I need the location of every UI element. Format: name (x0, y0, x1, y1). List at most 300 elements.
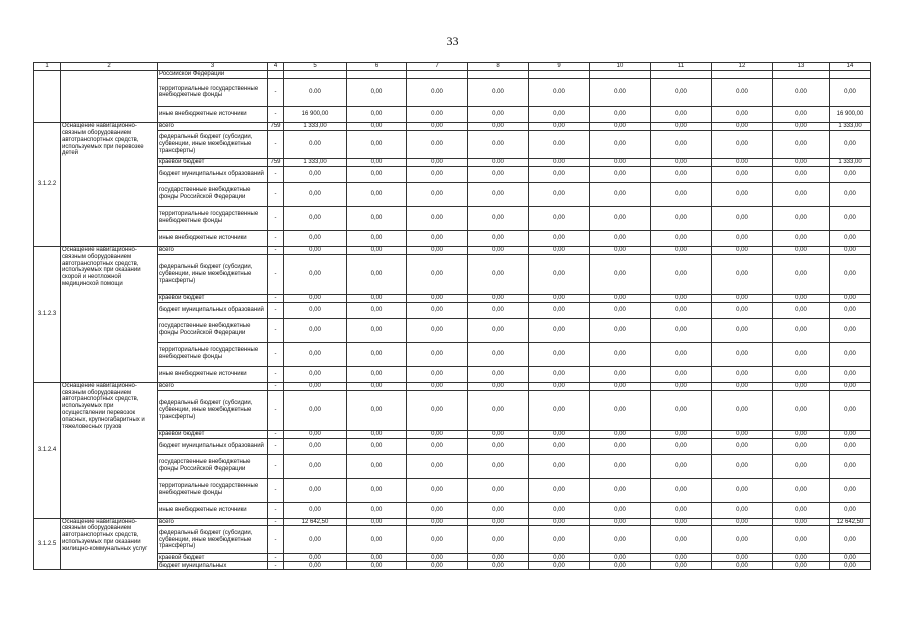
value-cell: 0,00 (347, 106, 407, 122)
value-cell: - (268, 78, 284, 106)
value-cell: 0,00 (651, 294, 712, 302)
value-cell: 0,00 (712, 478, 773, 502)
value-cell: 0,00 (712, 430, 773, 438)
value-cell: - (268, 526, 284, 554)
value-cell: 0,00 (830, 182, 871, 206)
value-cell: 0,00 (773, 158, 830, 166)
value-cell: 0,00 (529, 106, 590, 122)
value-cell: 0,00 (651, 478, 712, 502)
table-row (34, 438, 871, 454)
value-cell: 0,00 (590, 382, 651, 390)
value-cell: 0.00 (529, 158, 590, 166)
value-cell: 0,00 (284, 254, 347, 294)
value-cell: 0,00 (590, 454, 651, 478)
value-cell: 0,00 (773, 130, 830, 158)
value-cell: 0,00 (529, 478, 590, 502)
value-cell: 0,00 (468, 518, 529, 526)
value-cell: 0,00 (347, 526, 407, 554)
value-cell: 0,00 (529, 454, 590, 478)
section-number: 3.1.2.4 (34, 382, 61, 518)
table-row (34, 230, 871, 246)
value-cell: 0,00 (830, 390, 871, 430)
page-number: 33 (446, 34, 459, 48)
value-cell: 0,00 (529, 122, 590, 130)
value-cell: 0,00 (529, 230, 590, 246)
value-cell: 0,00 (773, 454, 830, 478)
value-cell: 0,00 (712, 390, 773, 430)
value-cell: 0,00 (347, 254, 407, 294)
table-row (34, 526, 871, 554)
value-cell: 0,00 (284, 526, 347, 554)
value-cell: 0.00 (590, 78, 651, 106)
value-cell: 0,00 (347, 390, 407, 430)
value-cell: 0,00 (407, 430, 468, 438)
value-cell: 0,00 (347, 518, 407, 526)
value-cell: 0,00 (468, 302, 529, 318)
value-cell: - (268, 182, 284, 206)
value-cell: 0,00 (284, 166, 347, 182)
value-cell: 0,00 (407, 502, 468, 518)
value-cell: 0,00 (347, 158, 407, 166)
table-row (34, 246, 871, 254)
value-cell: 0,00 (407, 158, 468, 166)
value-cell: 0,00 (529, 502, 590, 518)
measure-description: Оснащение навигационно-связным оборудованием автотранспортных средств, используемых при оказании скорой и неотложной медицинской помощи (61, 246, 158, 382)
value-cell: - (268, 106, 284, 122)
value-cell: 0,00 (651, 390, 712, 430)
value-cell: 0,00 (284, 554, 347, 562)
source-label: государственные внебюджетные фонды Российской Федерации (158, 454, 268, 478)
table-row (34, 502, 871, 518)
table-row (34, 382, 871, 390)
value-cell: 0,00 (712, 254, 773, 294)
value-cell: 0,00 (407, 294, 468, 302)
value-cell: 0,00 (347, 78, 407, 106)
value-cell: 0,00 (773, 518, 830, 526)
value-cell: 0,00 (468, 230, 529, 246)
source-label: иные внебюджетные источники (158, 502, 268, 518)
value-cell: 0,00 (651, 182, 712, 206)
table-row (34, 478, 871, 502)
value-cell: 0,00 (773, 438, 830, 454)
value-cell: 0.00 (468, 130, 529, 158)
source-label: бюджет муниципальных (158, 562, 268, 570)
value-cell: 0,00 (284, 318, 347, 342)
value-cell: 0,00 (529, 430, 590, 438)
source-label: федеральный бюджет (субсидии, субвенции, иные межбюджетные трансферты) (158, 526, 268, 554)
value-cell: 0,00 (830, 454, 871, 478)
value-cell: 0,00 (651, 158, 712, 166)
value-cell (407, 71, 468, 79)
section-number: 3.1.2.3 (34, 246, 61, 382)
value-cell: 0,00 (347, 430, 407, 438)
value-cell (347, 71, 407, 79)
value-cell: 0,00 (407, 366, 468, 382)
value-cell: 0,00 (712, 318, 773, 342)
value-cell: 0,00 (529, 342, 590, 366)
value-cell: 0,00 (712, 122, 773, 130)
value-cell: 0,00 (712, 518, 773, 526)
value-cell: 0,00 (590, 502, 651, 518)
value-cell: 0,00 (468, 254, 529, 294)
column-number-cell: 14 (830, 63, 871, 71)
value-cell: 0,00 (284, 246, 347, 254)
value-cell: 0,00 (773, 246, 830, 254)
column-number-cell: 11 (651, 63, 712, 71)
source-label: территориальные государственные внебюджетные фонды (158, 206, 268, 230)
source-label: краевой бюджет (158, 294, 268, 302)
value-cell: 0,00 (773, 430, 830, 438)
value-cell: 0,00 (407, 166, 468, 182)
value-cell: 0,00 (830, 294, 871, 302)
value-cell: 0,00 (407, 230, 468, 246)
table-row (34, 158, 871, 166)
value-cell: 0,00 (590, 302, 651, 318)
source-label: всего (158, 518, 268, 526)
table-row (34, 106, 871, 122)
value-cell: 0.00 (590, 158, 651, 166)
value-cell: 0,00 (407, 254, 468, 294)
value-cell: 0,00 (284, 430, 347, 438)
value-cell: - (268, 562, 284, 570)
value-cell: 0,00 (590, 478, 651, 502)
value-cell: 0,00 (712, 246, 773, 254)
value-cell: - (268, 478, 284, 502)
value-cell: 0,00 (651, 554, 712, 562)
value-cell: 0,00 (347, 246, 407, 254)
value-cell: 0,00 (712, 502, 773, 518)
value-cell: 0,00 (651, 130, 712, 158)
value-cell: 0,00 (590, 562, 651, 570)
source-label: всего (158, 246, 268, 254)
value-cell: 0,00 (468, 502, 529, 518)
value-cell: 0,00 (468, 342, 529, 366)
value-cell: 0,00 (468, 454, 529, 478)
column-number-cell: 8 (468, 63, 529, 71)
value-cell: 0,00 (347, 166, 407, 182)
value-cell: 0,00 (407, 554, 468, 562)
value-cell: - (268, 554, 284, 562)
value-cell: 0,00 (830, 366, 871, 382)
value-cell: 0,00 (651, 438, 712, 454)
value-cell: 0,00 (651, 122, 712, 130)
value-cell: 0,00 (284, 366, 347, 382)
value-cell (529, 71, 590, 79)
value-cell: 0,00 (712, 342, 773, 366)
value-cell: 0,00 (830, 230, 871, 246)
value-cell: 0,00 (347, 554, 407, 562)
column-number-cell: 12 (712, 63, 773, 71)
value-cell: 0,00 (407, 390, 468, 430)
value-cell: 0,00 (712, 130, 773, 158)
value-cell: 0.00 (284, 130, 347, 158)
table-row (34, 206, 871, 230)
value-cell: 0,00 (347, 182, 407, 206)
value-cell: 0,00 (529, 254, 590, 294)
value-cell: 0.00 (529, 130, 590, 158)
value-cell: 0,00 (773, 254, 830, 294)
value-cell: 0,00 (468, 478, 529, 502)
value-cell (651, 71, 712, 79)
value-cell (590, 71, 651, 79)
value-cell: 16 900,00 (284, 106, 347, 122)
value-cell: 0.00 (468, 158, 529, 166)
value-cell: - (268, 254, 284, 294)
value-cell: 0,00 (590, 318, 651, 342)
value-cell: 0,00 (590, 106, 651, 122)
value-cell: 0,00 (712, 554, 773, 562)
value-cell: 0,00 (830, 254, 871, 294)
source-label: территориальные государственные внебюджетные фонды (158, 478, 268, 502)
value-cell: - (268, 502, 284, 518)
table-row (34, 166, 871, 182)
source-label: бюджет муниципальных образований (158, 438, 268, 454)
value-cell: 0,00 (407, 562, 468, 570)
value-cell: 0,00 (590, 246, 651, 254)
value-cell: 0,00 (529, 166, 590, 182)
value-cell: 0,00 (830, 246, 871, 254)
value-cell (712, 71, 773, 79)
value-cell: 0,00 (651, 454, 712, 478)
value-cell: 0,00 (347, 206, 407, 230)
table-row (34, 454, 871, 478)
value-cell: 0,00 (347, 562, 407, 570)
value-cell: - (268, 230, 284, 246)
value-cell (268, 71, 284, 79)
value-cell: 0,00 (773, 342, 830, 366)
value-cell: 0,00 (284, 230, 347, 246)
table-row (34, 122, 871, 130)
value-cell: 0,00 (773, 562, 830, 570)
value-cell: 0,00 (712, 366, 773, 382)
value-cell: 0,00 (347, 318, 407, 342)
value-cell: 0,00 (529, 246, 590, 254)
column-number-cell: 10 (590, 63, 651, 71)
value-cell: 0,00 (651, 518, 712, 526)
value-cell: 0,00 (651, 526, 712, 554)
value-cell: 0,00 (347, 122, 407, 130)
value-cell: 0,00 (468, 182, 529, 206)
value-cell: - (268, 438, 284, 454)
value-cell: 0,00 (590, 130, 651, 158)
value-cell: 0,00 (651, 206, 712, 230)
value-cell: 0,00 (347, 502, 407, 518)
value-cell: - (268, 130, 284, 158)
value-cell: 0,00 (773, 122, 830, 130)
table-row (34, 342, 871, 366)
table-row (34, 78, 871, 106)
value-cell: 0,00 (712, 206, 773, 230)
value-cell: 0,00 (651, 430, 712, 438)
value-cell: 0,00 (407, 122, 468, 130)
value-cell: 0,00 (468, 366, 529, 382)
value-cell: 0,00 (590, 166, 651, 182)
value-cell: 0,00 (651, 230, 712, 246)
value-cell: 0,00 (407, 342, 468, 366)
value-cell: 0,00 (407, 302, 468, 318)
source-label: государственные внебюджетные фонды Российской Федерации (158, 182, 268, 206)
value-cell (830, 71, 871, 79)
source-label: территориальные государственные внебюджетные фонды (158, 78, 268, 106)
value-cell: 0.00 (284, 78, 347, 106)
section-number: 3.1.2.2 (34, 122, 61, 246)
value-cell: 0,00 (284, 390, 347, 430)
value-cell: 0,00 (407, 438, 468, 454)
value-cell: 0,00 (407, 518, 468, 526)
value-cell: 0,00 (590, 182, 651, 206)
value-cell: 0,00 (712, 302, 773, 318)
value-cell: 0,00 (651, 342, 712, 366)
value-cell: 0,00 (529, 526, 590, 554)
table-row (34, 71, 871, 79)
value-cell: 0.00 (712, 78, 773, 106)
table-row (34, 302, 871, 318)
value-cell: 0,00 (830, 430, 871, 438)
value-cell: 0,00 (651, 562, 712, 570)
column-number-cell: 5 (284, 63, 347, 71)
value-cell: 0,00 (773, 166, 830, 182)
header-row (34, 63, 871, 71)
table-row (34, 318, 871, 342)
value-cell: 0,00 (590, 390, 651, 430)
table-row (34, 390, 871, 430)
value-cell: 0,00 (773, 502, 830, 518)
value-cell: 0,00 (284, 382, 347, 390)
value-cell: 0,00 (830, 526, 871, 554)
value-cell: 0,00 (712, 106, 773, 122)
value-cell: 0,00 (407, 318, 468, 342)
value-cell: 0,00 (590, 430, 651, 438)
source-label: краевой бюджет (158, 554, 268, 562)
source-label: федеральный бюджет (субсидии, субвенции, иные межбюджетные трансферты) (158, 390, 268, 430)
value-cell: 0,00 (651, 382, 712, 390)
value-cell: 12 642,50 (284, 518, 347, 526)
value-cell: 0.00 (407, 106, 468, 122)
value-cell: 0,00 (347, 342, 407, 366)
value-cell: 0,00 (830, 554, 871, 562)
value-cell: 0,00 (468, 554, 529, 562)
value-cell: 0,00 (773, 230, 830, 246)
value-cell: 0,00 (830, 318, 871, 342)
value-cell: 0,00 (773, 106, 830, 122)
value-cell: 0,00 (284, 182, 347, 206)
source-label: краевой бюджет (158, 158, 268, 166)
column-number-cell: 3 (158, 63, 268, 71)
value-cell: - (268, 318, 284, 342)
value-cell: - (268, 430, 284, 438)
value-cell: 0,00 (590, 206, 651, 230)
value-cell: 0,00 (529, 182, 590, 206)
value-cell: 0,00 (529, 294, 590, 302)
table-row (34, 554, 871, 562)
table-row (34, 366, 871, 382)
source-label: бюджет муниципальных образований (158, 302, 268, 318)
source-label: федеральный бюджет (субсидии, субвенции, иные межбюджетные трансферты) (158, 130, 268, 158)
value-cell: 1 333,00 (830, 122, 871, 130)
table-row (34, 518, 871, 526)
column-number-cell: 7 (407, 63, 468, 71)
value-cell: 0,00 (651, 166, 712, 182)
value-cell: - (268, 366, 284, 382)
value-cell: 0,00 (468, 294, 529, 302)
value-cell: 16 900,00 (830, 106, 871, 122)
value-cell: 0,00 (407, 182, 468, 206)
value-cell: 0,00 (773, 478, 830, 502)
description-cell (61, 71, 158, 123)
value-cell: 0,00 (712, 230, 773, 246)
value-cell: 0,00 (830, 382, 871, 390)
value-cell: - (268, 342, 284, 366)
value-cell: 0.00 (407, 206, 468, 230)
table-row (34, 182, 871, 206)
value-cell (284, 71, 347, 79)
value-cell: 0,00 (347, 454, 407, 478)
value-cell: 0,00 (468, 526, 529, 554)
value-cell: 0,00 (529, 438, 590, 454)
value-cell: 0,00 (529, 366, 590, 382)
value-cell: 0,00 (773, 294, 830, 302)
value-cell: 0,00 (651, 302, 712, 318)
value-cell: 0,00 (773, 366, 830, 382)
table-row (34, 562, 871, 570)
value-cell: 0,00 (830, 166, 871, 182)
value-cell: 0,00 (468, 438, 529, 454)
value-cell: 0,00 (347, 302, 407, 318)
value-cell: - (268, 390, 284, 430)
value-cell: 0,00 (651, 366, 712, 382)
value-cell: 0,00 (529, 206, 590, 230)
value-cell: 0,00 (773, 206, 830, 230)
source-label: краевой бюджет (158, 430, 268, 438)
source-label: иные внебюджетные источники (158, 366, 268, 382)
value-cell: 12 642,50 (830, 518, 871, 526)
value-cell: 0,00 (712, 166, 773, 182)
value-cell: 0.00 (407, 130, 468, 158)
value-cell: 0,00 (830, 502, 871, 518)
value-cell: 0,00 (529, 562, 590, 570)
column-number-cell: 1 (34, 63, 61, 71)
value-cell: 0,00 (712, 182, 773, 206)
value-cell: 0,00 (347, 230, 407, 246)
measure-description: Оснащение навигационно-связным оборудованием автотранспортных средств, используемых при осуществлении перевозок опасных, крупногабаритных и тяжеловесных грузов (61, 382, 158, 518)
value-cell: 0,00 (651, 318, 712, 342)
value-cell: 0,00 (468, 562, 529, 570)
value-cell: 0,00 (347, 130, 407, 158)
measure-description: Оснащение навигационно-связным оборудованием автотранспортных средств, используемых при перевозке детей (61, 122, 158, 246)
value-cell: 0,00 (468, 166, 529, 182)
value-cell: 0,00 (830, 130, 871, 158)
value-cell: 0,00 (830, 302, 871, 318)
value-cell: 0,00 (284, 562, 347, 570)
value-cell: 0,00 (773, 318, 830, 342)
value-cell: 0,00 (830, 438, 871, 454)
value-cell: - (268, 294, 284, 302)
value-cell: 0,00 (590, 518, 651, 526)
value-cell: 0,00 (773, 526, 830, 554)
value-cell: 0,00 (651, 246, 712, 254)
value-cell: 0,00 (407, 246, 468, 254)
value-cell: 0,00 (284, 502, 347, 518)
value-cell: 0,00 (830, 78, 871, 106)
value-cell: 1 333,00 (284, 158, 347, 166)
value-cell: 0,00 (529, 518, 590, 526)
value-cell: 0,00 (347, 478, 407, 502)
value-cell: 0,00 (590, 526, 651, 554)
value-cell: 0,00 (468, 246, 529, 254)
value-cell: 0,00 (284, 342, 347, 366)
source-label: территориальные государственные внебюджетные фонды (158, 342, 268, 366)
column-number-cell: 2 (61, 63, 158, 71)
